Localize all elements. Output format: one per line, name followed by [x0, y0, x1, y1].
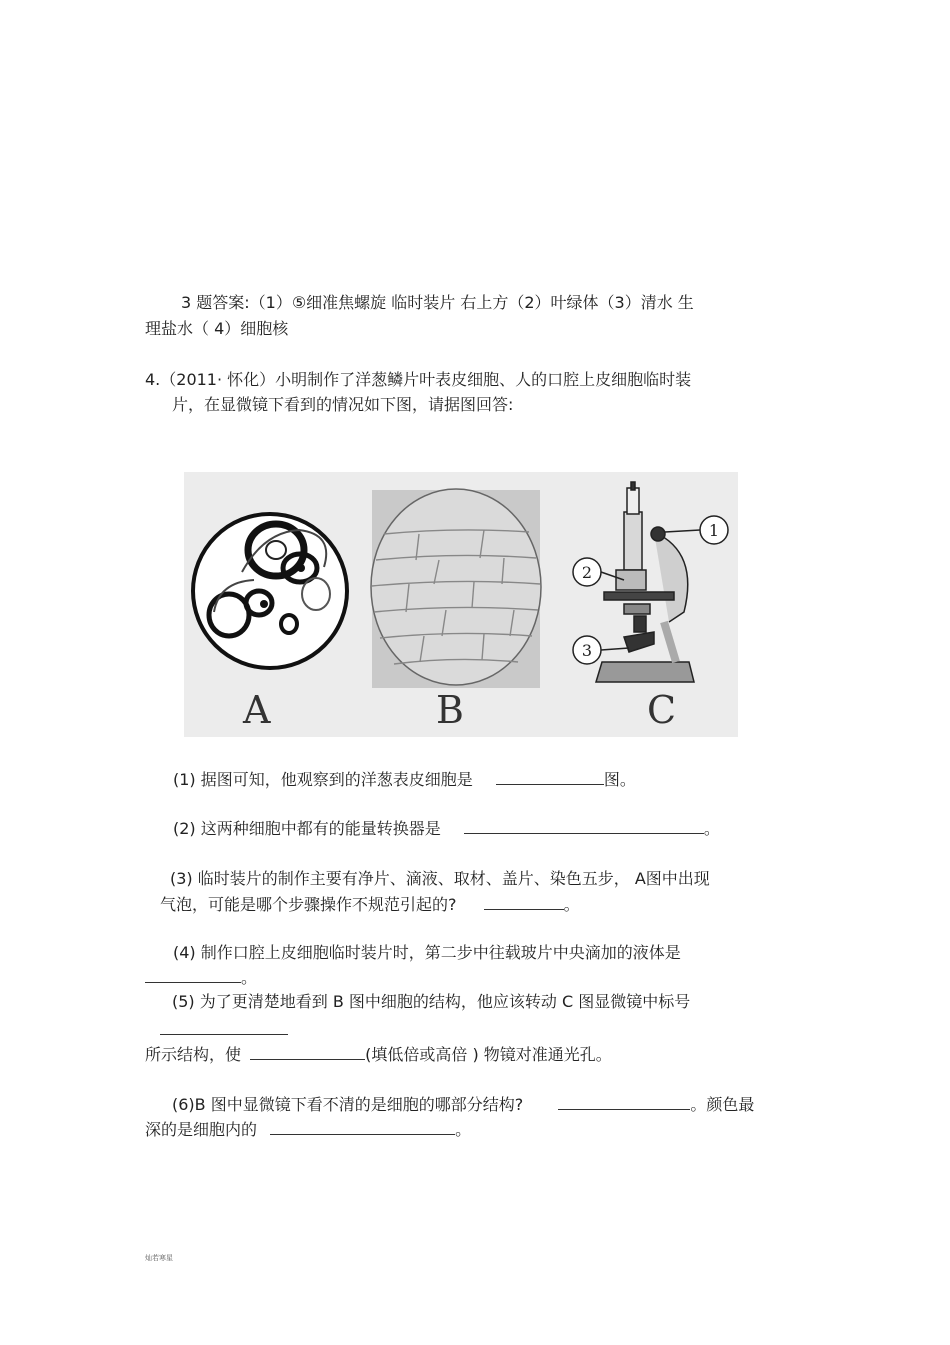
onion-cells-view-b — [371, 489, 541, 688]
figure-label-c: C — [647, 688, 677, 732]
subquestion-6-text: (6)B 图中显微镜下看不清的是细胞的哪部分结构? — [172, 1095, 524, 1114]
callout-1: 1 — [708, 521, 720, 540]
subquestion-4-suffix: 。 — [241, 968, 258, 987]
subquestion-2-suffix: 。 — [703, 819, 720, 838]
subquestion-6-line2 — [145, 1118, 471, 1141]
callout-3: 3 — [581, 641, 593, 660]
subquestion-5-line3 — [145, 1043, 612, 1066]
subquestion-1-suffix: 图。 — [603, 770, 636, 789]
subquestion-5-line1: (5) 为了更清楚地看到 B 图中细胞的结构，他应该转动 C 图显微镜中标号 — [172, 992, 691, 1011]
subquestion-3-text: 气泡，可能是哪个步骤操作不规范引起的? — [160, 895, 457, 914]
subquestion-5-line2 — [160, 1018, 288, 1041]
subquestion-6-suffix: 。颜色最 — [690, 1095, 755, 1114]
subquestion-2-text: (2) 这两种细胞中都有的能量转换器是 — [173, 819, 441, 838]
subquestion-6-suffix2: 。 — [455, 1120, 472, 1139]
subquestion-3-line2 — [160, 893, 580, 916]
subquestion-2 — [173, 817, 720, 840]
figure-label-a: A — [243, 688, 271, 732]
answer-blank-6a[interactable] — [558, 1093, 690, 1110]
answer-blank-3[interactable] — [484, 893, 564, 910]
subquestion-3-line1: (3) 临时装片的制作主要有净片、滴液、取材、盖片、染色五步， A图中出现 — [170, 869, 710, 888]
question4-line1: 4.（2011· 怀化）小明制作了洋葱鳞片叶表皮细胞、人的口腔上皮细胞临时装 — [145, 370, 692, 389]
figure-label-b: B — [436, 688, 464, 732]
answer3-line2: 理盐水（ 4）细胞核 — [145, 319, 289, 338]
footer-watermark: 灿若寒星 — [145, 1254, 173, 1262]
answer-blank-6b[interactable] — [270, 1118, 455, 1135]
answer-blank-2[interactable] — [464, 817, 704, 834]
subquestion-3-suffix: 。 — [563, 895, 580, 914]
cheek-cells-view-a — [193, 514, 347, 668]
subquestion-1 — [173, 768, 636, 791]
subquestion-5-text: 所示结构，使 — [145, 1045, 242, 1064]
subquestion-6-line1 — [172, 1093, 754, 1116]
answer-blank-5a[interactable] — [160, 1018, 288, 1035]
subquestion-5-suffix: (填低倍或高倍 ) 物镜对准通光孔。 — [365, 1045, 612, 1064]
question4-line2: 片，在显微镜下看到的情况如下图，请据图回答: — [172, 395, 514, 414]
subquestion-4-line2 — [145, 966, 257, 989]
callout-2: 2 — [581, 563, 593, 582]
subquestion-6-text2: 深的是细胞内的 — [145, 1120, 258, 1139]
answer3-line1: 3 题答案:（1）⑤细准焦螺旋 临时装片 右上方（2）叶绿体（3）清水 生 — [181, 293, 694, 312]
answer-blank-4[interactable] — [145, 966, 241, 983]
microscope-drawing-c — [573, 482, 728, 682]
answer-blank-1[interactable] — [496, 768, 604, 785]
answer-blank-5b[interactable] — [250, 1043, 365, 1060]
subquestion-1-text: (1) 据图可知，他观察到的洋葱表皮细胞是 — [173, 770, 473, 789]
subquestion-4-line1: (4) 制作口腔上皮细胞临时装片时，第二步中往载玻片中央滴加的液体是 — [173, 943, 681, 962]
